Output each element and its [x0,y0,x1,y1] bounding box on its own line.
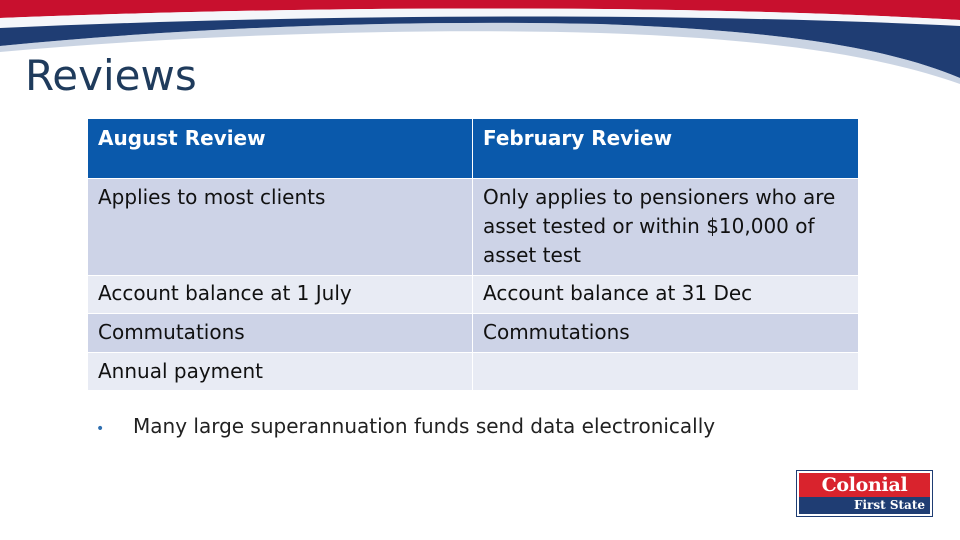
slide-title: Reviews [25,51,197,100]
table-cell: Applies to most clients [88,179,473,276]
table-header-row [88,119,859,179]
table-row [88,276,859,314]
logo-line-first-state: First State [799,497,930,514]
table-row [88,314,859,353]
bullet-list [96,410,715,445]
header-august-review: August Review [88,119,473,179]
table-cell: Commutations [88,314,473,353]
table-row [88,179,859,276]
table-cell: Only applies to pensioners who are asset tested or within $10,000 of asset test [473,179,859,276]
table-cell: Account balance at 1 July [88,276,473,314]
bullet-item [96,410,715,445]
colonial-first-state-logo [796,470,933,517]
table-cell: Account balance at 31 Dec [473,276,859,314]
table-row [88,353,859,391]
table-cell [473,353,859,391]
reviews-table [87,118,859,391]
header-february-review: February Review [473,119,859,179]
bullet-text: Many large superannuation funds send data electronically [133,414,716,438]
bullet-dot-icon: • [96,421,105,437]
table-cell: Annual payment [88,353,473,391]
logo-line-colonial: Colonial [799,473,930,497]
table-cell: Commutations [473,314,859,353]
